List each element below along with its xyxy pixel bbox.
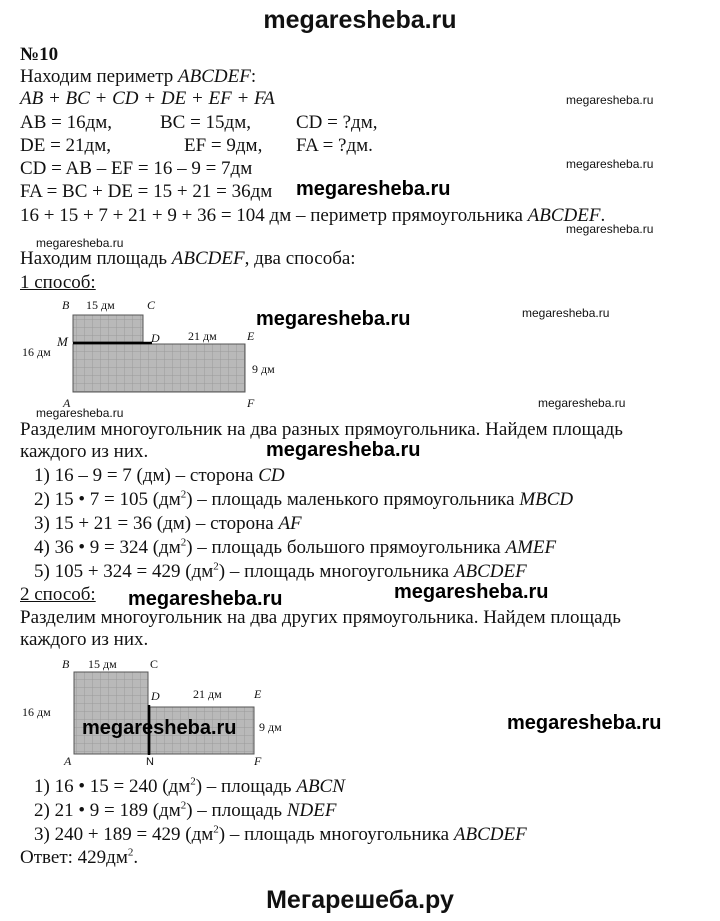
figure-name: AMEF <box>505 537 557 558</box>
superscript: 2 <box>180 488 187 501</box>
superscript: 2 <box>180 799 187 812</box>
text: 2) 15 • 7 = 105 (дм <box>34 489 181 510</box>
label-d: D <box>151 689 160 703</box>
label-n: N <box>146 756 154 768</box>
fa-calc: FA = BC + DE = 15 + 21 = 36дм <box>20 181 273 202</box>
text: ) – площадь <box>186 800 287 821</box>
label-f: F <box>247 396 255 410</box>
text: ) – площадь <box>195 776 297 797</box>
superscript: 2 <box>127 846 134 859</box>
watermark: megaresheba.ru <box>566 157 654 171</box>
text: 5) 105 + 324 = 429 (дм <box>34 561 214 582</box>
text: 4) 36 • 9 = 324 (дм <box>34 537 181 558</box>
method-1-step-3 <box>34 513 302 535</box>
label-b: B <box>62 298 70 312</box>
text: 16 + 15 + 7 + 21 + 9 + 36 = 104 дм – периметр прямоугольника <box>20 205 528 226</box>
text: 1) 16 • 15 = 240 (дм <box>34 776 191 797</box>
text: . <box>600 205 606 226</box>
watermark: megaresheba.ru <box>566 222 654 236</box>
watermark: megaresheba.ru <box>566 93 654 107</box>
method-1-step-2 <box>34 489 573 511</box>
text: Находим площадь <box>20 248 172 269</box>
label-a: A <box>64 754 72 768</box>
figure-name: ABCDEF <box>171 248 245 269</box>
method-1-step-5 <box>34 561 527 583</box>
figure-name: ABCDEF <box>527 205 601 226</box>
watermark: megaresheba.ru <box>394 581 549 603</box>
watermark: megaresheba.ru <box>82 717 237 739</box>
label-a: A <box>63 396 71 410</box>
text: . <box>133 847 139 868</box>
figure-name: MBCD <box>519 489 574 510</box>
perimeter-result <box>20 205 605 227</box>
given-fa: FA = ?дм. <box>296 135 373 156</box>
superscript: 2 <box>180 536 187 549</box>
cd-calc: CD = AB – EF = 16 – 9 = 7дм <box>20 158 253 179</box>
text: ) – площадь маленького прямоугольника <box>186 489 520 510</box>
figure-name: ABCDEF <box>178 66 251 87</box>
superscript: 2 <box>190 775 196 788</box>
text: , два способа: <box>244 248 356 269</box>
label-ab-length: 16 дм <box>22 705 51 719</box>
label-de-length: 21 дм <box>188 329 217 343</box>
text: 2) 21 • 9 = 189 (дм <box>34 800 181 821</box>
given-bc: BC = 15дм, <box>160 112 252 133</box>
method-1-heading: 1 способ: <box>20 272 96 293</box>
label-bc-length: 15 дм <box>88 657 117 671</box>
label-de-length: 21 дм <box>193 687 222 701</box>
figure-name: AF <box>278 513 302 534</box>
watermark: megaresheba.ru <box>538 396 626 410</box>
figure-name: ABCDEF <box>453 824 527 845</box>
perimeter-formula: AB + BC + CD + DE + EF + FA <box>20 88 275 109</box>
label-e: E <box>254 687 262 701</box>
method-2-step-3 <box>34 824 527 846</box>
watermark: megaresheba.ru <box>296 178 451 200</box>
text: ) – площадь многоугольника <box>218 824 454 845</box>
method-2-intro-line-1: Разделим многоугольник на два других прямоугольника. Найдем площадь <box>20 607 621 628</box>
label-d: D <box>151 331 160 345</box>
watermark: megaresheba.ru <box>36 406 124 420</box>
label-e: E <box>247 329 255 343</box>
label-ab-length: 16 дм <box>22 345 51 359</box>
method-2-intro-line-2: каждого из них. <box>20 629 149 650</box>
text: ) – площадь большого прямоугольника <box>186 537 506 558</box>
figure-name: NDEF <box>286 800 337 821</box>
figure-name: ABCN <box>296 776 345 797</box>
watermark: megaresheba.ru <box>507 712 662 734</box>
text: 3) 240 + 189 = 429 (дм <box>34 824 214 845</box>
method-2-heading: 2 способ: <box>20 584 96 605</box>
text: ) – площадь многоугольника <box>218 561 454 582</box>
answer <box>20 847 138 869</box>
method-1-intro-line-1: Разделим многоугольник на два разных прямоугольника. Найдем площадь <box>20 419 623 440</box>
text: : <box>250 66 257 87</box>
label-c: C <box>147 298 156 312</box>
method-1-intro-line-2: каждого из них. <box>20 441 149 462</box>
perimeter-heading <box>20 66 256 88</box>
watermark: megaresheba.ru <box>128 588 283 610</box>
label-bc-length: 15 дм <box>86 298 115 312</box>
given-cd: CD = ?дм, <box>296 112 378 133</box>
label-f: F <box>254 754 262 768</box>
given-de: DE = 21дм, <box>20 135 111 156</box>
watermark: megaresheba.ru <box>522 306 610 320</box>
method-1-step-1 <box>34 465 285 487</box>
superscript: 2 <box>213 823 219 836</box>
text: Находим периметр <box>20 66 179 87</box>
area-heading <box>20 248 356 270</box>
site-title-top: megaresheba.ru <box>263 6 457 34</box>
text: Ответ: 429дм <box>20 847 128 868</box>
superscript: 2 <box>213 560 219 573</box>
method-2-step-1 <box>34 776 345 798</box>
task-number: №10 <box>20 44 59 65</box>
method-2-step-2 <box>34 800 336 822</box>
label-b: B <box>62 657 70 671</box>
method-1-step-4 <box>34 537 556 559</box>
given-ef: EF = 9дм, <box>184 135 263 156</box>
figure-name: CD <box>258 465 285 486</box>
given-row-1 <box>20 112 112 134</box>
label-ef-length: 9 дм <box>252 362 275 376</box>
small-rectangle-mbcd <box>73 315 143 342</box>
watermark: megaresheba.ru <box>266 439 421 461</box>
large-rectangle-amef <box>73 344 245 392</box>
watermark: megaresheba.ru <box>36 236 124 250</box>
site-title-bottom: Мегарешеба.ру <box>266 886 454 914</box>
figure-name: ABCDEF <box>453 561 527 582</box>
label-c: C <box>150 657 159 671</box>
given-ab: AB = 16дм, <box>20 112 113 133</box>
label-m: M <box>57 334 68 349</box>
label-ef-length: 9 дм <box>259 720 282 734</box>
text: 3) 15 + 21 = 36 (дм) – сторона <box>34 513 279 534</box>
rectangle-abcn <box>74 672 148 754</box>
text: 1) 16 – 9 = 7 (дм) – сторона <box>34 465 259 486</box>
watermark: megaresheba.ru <box>256 308 411 330</box>
